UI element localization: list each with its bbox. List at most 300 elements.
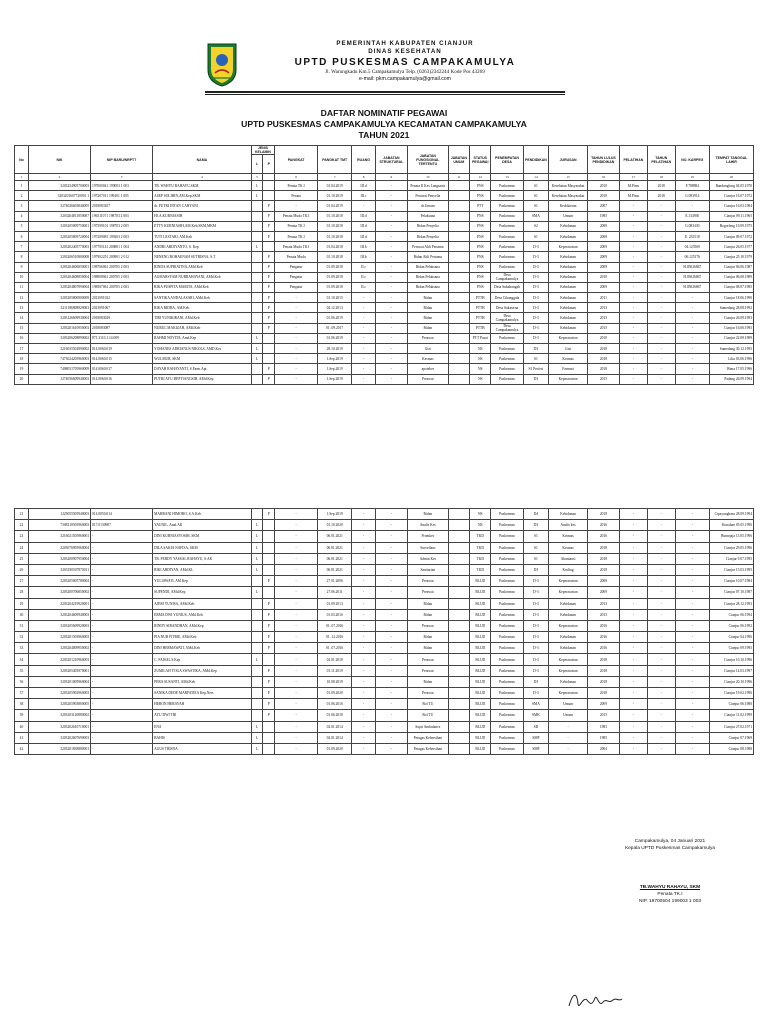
row-jurusan-cell: Keperawatan (549, 587, 588, 598)
row-nip-cell: 198908061 200705 2 003 (91, 272, 153, 282)
row-pelatihan-cell: - (619, 520, 647, 531)
row-pangkat-cell: - (275, 665, 318, 676)
row-pangkat-cell: - (275, 553, 318, 564)
row-struktural-cell: - (375, 576, 407, 587)
row-tahun-pelatihan-cell: - (647, 221, 675, 231)
row-nip-cell: 197902251 200901 2 012 (91, 252, 153, 262)
row-pelatihan-cell: - (619, 676, 647, 687)
row-ttl-cell: Cianjur 14.03.1997 (709, 665, 753, 676)
row-ruang-cell: - (352, 676, 376, 687)
row-ttl-cell: Bima 17.05.1996 (709, 364, 753, 374)
row-ttl-cell: Cianjur 09.1995 (709, 643, 753, 654)
row-nama-cell: ASEP SOLIHIN,AM.Kep,SKM (153, 191, 252, 201)
row-no-cell: 20 (15, 374, 29, 384)
row-nip-cell: - (91, 553, 153, 564)
row-umum-cell (448, 676, 469, 687)
row-jurusan-cell: Umum (549, 710, 588, 721)
row-desa-cell: Puskesmas (491, 553, 523, 564)
row-pelatihan-cell: - (619, 598, 647, 609)
row-tmt-cell: 01.11.2019 (318, 665, 352, 676)
row-desa-cell: Puskesmas (491, 509, 523, 520)
row-status-cell: TKD (470, 553, 491, 564)
row-ttl-cell: Cianjur 10.10.1996 (709, 654, 753, 665)
row-tmt-cell: 1.Sep.2019 (318, 364, 352, 374)
col-pelatihan-header: PELATIHAN (619, 146, 647, 174)
row-tahun-pelatihan-cell: - (647, 620, 675, 631)
row-fungsional-cell: Admin Kes (407, 553, 448, 564)
row-pendidikan-cell: D3 (523, 374, 549, 384)
table-row (15, 344, 754, 354)
row-ruang-cell: III.d (352, 211, 376, 221)
row-pendidikan-cell: S2 (523, 221, 549, 231)
row-pangkat-cell: - (275, 676, 318, 687)
row-lulus-cell: 2010 (587, 191, 619, 201)
row-no-cell: 40 (15, 721, 29, 732)
row-no-cell: 17 (15, 344, 29, 354)
row-gender-p-cell: P (263, 509, 275, 520)
row-ruang-cell: - (352, 354, 376, 364)
row-nama-cell: MAHRANI HIMORO, S.A.Keb (153, 509, 252, 520)
row-pangkat-cell: - (275, 732, 318, 743)
row-pangkat-cell: Pengatur (275, 282, 318, 292)
row-no-cell: 14 (15, 313, 29, 323)
row-fungsional-cell: Supir Ambulance (407, 721, 448, 732)
row-pendidikan-cell: D-3 (523, 242, 549, 252)
row-fungsional-cell: Perawat (407, 587, 448, 598)
row-struktural-cell: - (375, 509, 407, 520)
row-pangkat-cell: - (275, 542, 318, 553)
row-desa-cell: Puskesmas (491, 201, 523, 211)
row-pangkat-cell: - (275, 721, 318, 732)
table-row (15, 364, 754, 374)
row-jurusan-cell: Kebidanan (549, 221, 588, 231)
row-nip-cell: 197209081 199203 2 003 (91, 231, 153, 241)
row-status-cell: BLUD (470, 609, 491, 620)
row-nik-cell: 3203076905960004 (28, 542, 90, 553)
row-umum-cell (448, 242, 469, 252)
row-tahun-pelatihan-cell: 2018 (647, 191, 675, 201)
row-struktural-cell: - (375, 643, 407, 654)
row-desa-cell: Puskesmas (491, 531, 523, 542)
row-ruang-cell: - (352, 303, 376, 313)
row-lulus-cell: 2008 (587, 231, 619, 241)
row-pangkat-cell: Penata Muda (275, 252, 318, 262)
row-tahun-pelatihan-cell: - (647, 364, 675, 374)
row-desa-cell: Puskesmas (491, 181, 523, 191)
row-no-cell: 41 (15, 732, 29, 743)
column-number-cell: 4 (153, 174, 252, 181)
row-pangkat-cell: Penata (275, 191, 318, 201)
row-gender-p-cell: P (263, 221, 275, 231)
row-ruang-cell: - (352, 313, 376, 323)
row-umum-cell (448, 262, 469, 272)
row-lulus-cell: 2010 (587, 181, 619, 191)
row-no-cell: 2 (15, 191, 29, 201)
row-jurusan-cell: Kesmas (549, 531, 588, 542)
row-gender-l-cell (251, 323, 263, 333)
row-no-cell: 35 (15, 665, 29, 676)
row-lulus-cell: 2013 (587, 313, 619, 323)
row-lulus-cell: 2009 (587, 252, 619, 262)
row-ttl-cell: Cianjur 07.1969 (709, 732, 753, 743)
row-ttl-cell: Cianjur 25.10.1979 (709, 252, 753, 262)
row-nip-cell: - (91, 542, 153, 553)
row-gender-l-cell (251, 688, 263, 699)
row-tmt-cell: 01.06.2019 (318, 333, 352, 343)
row-karpeg-cell: H.05026867 (675, 282, 709, 292)
row-jurusan-cell: Akuntansi (549, 553, 588, 564)
row-pangkat-cell: - (275, 509, 318, 520)
row-nip-cell: - (91, 643, 153, 654)
row-nik-cell: 3203201607720001 1 (28, 191, 90, 201)
table-row (15, 211, 754, 221)
row-status-cell: BLUD (470, 598, 491, 609)
row-gender-l-cell: L (251, 191, 263, 201)
row-ttl-cell: Cianjur 11.02.1999 (709, 710, 753, 721)
row-nama-cell: AGUS TRISNA (153, 743, 252, 754)
row-status-cell: BLUD (470, 676, 491, 687)
row-pangkat-cell: - (275, 587, 318, 598)
row-nip-cell: - (91, 587, 153, 598)
row-fungsional-cell: Perawat Ahli Pertama (407, 242, 448, 252)
row-nip-cell: 2018083029 (91, 313, 153, 323)
row-desa-cell: Puskesmas (491, 598, 523, 609)
column-number-cell: 15 (549, 174, 588, 181)
row-pelatihan-cell: - (619, 293, 647, 303)
row-pangkat-cell: Penata Muda TK.I (275, 211, 318, 221)
column-number-cell: 2 (28, 174, 90, 181)
table-row (15, 520, 754, 531)
row-tahun-pelatihan-cell: - (647, 654, 675, 665)
row-status-cell: PNS (470, 262, 491, 272)
row-struktural-cell: - (375, 542, 407, 553)
row-pangkat-cell: - (275, 374, 318, 384)
table-row (15, 676, 754, 687)
row-pangkat-cell: - (275, 564, 318, 575)
table-row (15, 181, 754, 191)
row-jurusan-cell: Kedokteran (549, 201, 588, 211)
row-pangkat-cell: - (275, 313, 318, 323)
row-umum-cell (448, 272, 469, 282)
row-nama-cell: PUTRI AYU DEPTIANGSIH, AMd.Kep (153, 374, 252, 384)
row-karpeg-cell: - (675, 354, 709, 364)
row-desa-cell: Puskesmas (491, 721, 523, 732)
row-fungsional-cell: Perawat (407, 620, 448, 631)
row-ttl-cell: Konahan 05.05.1996 (709, 520, 753, 531)
row-tahun-pelatihan-cell: - (647, 598, 675, 609)
row-gender-l-cell (251, 374, 263, 384)
row-fungsional-cell: apoteker (407, 364, 448, 374)
row-fungsional-cell: Bidan (407, 313, 448, 323)
row-tmt-cell: 01.10.2018 (318, 231, 352, 241)
row-tmt-cell: 10.08.2019 (318, 676, 352, 687)
row-gender-l-cell: L (251, 531, 263, 542)
row-nip-cell: 014.0060.019 (91, 344, 153, 354)
row-no-cell: 26 (15, 564, 29, 575)
row-lulus-cell: 1985 (587, 732, 619, 743)
row-fungsional-cell: Bidan (407, 643, 448, 654)
row-struktural-cell: - (375, 564, 407, 575)
row-nik-cell: 3203254905700003 (28, 181, 90, 191)
row-tahun-pelatihan-cell: - (647, 231, 675, 241)
row-struktural-cell: - (375, 609, 407, 620)
row-pendidikan-cell: D-3 (523, 654, 549, 665)
row-karpeg-cell: E.134930 (675, 211, 709, 221)
row-nama-cell: RINDA SUPRIATINA,AMd.Keb (153, 262, 252, 272)
row-pelatihan-cell: - (619, 632, 647, 643)
row-lulus-cell: 2018 (587, 654, 619, 665)
row-ruang-cell: II.c (352, 282, 376, 292)
row-lulus-cell: 1985 (587, 211, 619, 221)
row-ttl-cell: Bogorleng 10.09.1975 (709, 221, 753, 231)
row-nik-cell: 3203204009950002 (28, 643, 90, 654)
row-status-cell: PNS (470, 252, 491, 262)
row-ruang-cell: - (352, 643, 376, 654)
row-lulus-cell: 2015 (587, 710, 619, 721)
row-status-cell: BLUD (470, 699, 491, 710)
row-pelatihan-cell: - (619, 654, 647, 665)
row-nama-cell: ENA (153, 721, 252, 732)
col-pendidikan-header: PENDIDIKAN (523, 146, 549, 174)
row-struktural-cell: - (375, 710, 407, 721)
row-ttl-cell: Padang 26.09.1994 (709, 374, 753, 384)
row-umum-cell (448, 654, 469, 665)
row-karpeg-cell: - (675, 598, 709, 609)
row-ttl-cell: Cianjur 26.05.1977 (709, 242, 753, 252)
row-gender-p-cell (263, 553, 275, 564)
row-gender-l-cell: L (251, 553, 263, 564)
row-nama-cell: AYU DWI TRI (153, 710, 252, 721)
row-karpeg-cell: - (675, 643, 709, 654)
row-tahun-pelatihan-cell: - (647, 721, 675, 732)
row-nik-cell: 1225055505940003 (28, 509, 90, 520)
row-desa-cell: Puskesmas (491, 643, 523, 654)
row-ttl-cell: Cianjur 19.02.1996 (709, 688, 753, 699)
row-ttl-cell: Cianjur 16.07.1972 (709, 191, 753, 201)
row-umum-cell (448, 509, 469, 520)
row-gender-l-cell: L (251, 354, 263, 364)
row-status-cell: PTTB (470, 313, 491, 323)
row-gender-l-cell: L (251, 242, 263, 252)
row-pangkat-cell: - (275, 344, 318, 354)
row-pendidikan-cell: D-3 (523, 333, 549, 343)
row-no-cell: 28 (15, 587, 29, 598)
row-gender-p-cell (263, 354, 275, 364)
row-tahun-pelatihan-cell: - (647, 344, 675, 354)
row-lulus-cell: 1983 (587, 721, 619, 732)
row-struktural-cell: - (375, 743, 407, 754)
row-nik-cell: 3203201838880001 (28, 743, 90, 754)
row-lulus-cell: 2015 (587, 374, 619, 384)
row-gender-l-cell (251, 576, 263, 587)
row-pangkat-cell: - (275, 576, 318, 587)
row-tahun-pelatihan-cell: - (647, 710, 675, 721)
row-pangkat-cell: - (275, 303, 318, 313)
row-nik-cell: 3203202607690003 (28, 732, 90, 743)
row-jurusan-cell: Kesling (549, 564, 588, 575)
row-struktural-cell: - (375, 354, 407, 364)
row-jurusan-cell: Kesmas (549, 354, 588, 364)
row-pendidikan-cell: SMP (523, 743, 549, 754)
row-nama-cell: ZUMILAH YOGA SWASTIKA, AMd.Kep (153, 665, 252, 676)
row-nik-cell: 3203200706850002 (28, 587, 90, 598)
row-ruang-cell: - (352, 721, 376, 732)
row-jurusan-cell: Kebidanan (549, 252, 588, 262)
row-fungsional-cell: Penata II Kes Langsanis (407, 181, 448, 191)
table-row (15, 262, 754, 272)
row-no-cell: 33 (15, 643, 29, 654)
row-tahun-pelatihan-cell: - (647, 354, 675, 364)
row-pelatihan-cell: - (619, 211, 647, 221)
row-nama-cell: C. FAISAL S.Kep (153, 654, 252, 665)
table-row (15, 609, 754, 620)
row-lulus-cell: 2018 (587, 665, 619, 676)
row-lulus-cell: 2008 (587, 221, 619, 231)
row-umum-cell (448, 553, 469, 564)
table-row (15, 509, 754, 520)
row-ruang-cell: - (352, 609, 376, 620)
row-nik-cell: 7408031705960009 (28, 364, 90, 374)
row-ruang-cell: - (352, 710, 376, 721)
row-nik-cell: 3216035502890002 (28, 344, 90, 354)
row-pendidikan-cell: S1 (523, 201, 549, 211)
row-pelatihan-cell: - (619, 743, 647, 754)
row-struktural-cell: - (375, 252, 407, 262)
row-jurusan-cell: Keperawatan (549, 654, 588, 665)
row-umum-cell (448, 252, 469, 262)
row-gender-l-cell: L (251, 564, 263, 575)
row-pelatihan-cell: - (619, 374, 647, 384)
row-gender-l-cell: L (251, 743, 263, 754)
col-tahun-pelatihan-header: TAHUN PELATIHAN (647, 146, 675, 174)
row-karpeg-cell: - (675, 374, 709, 384)
table-row (15, 564, 754, 575)
row-lulus-cell: 2018 (587, 553, 619, 564)
row-ttl-cell: Cianjur 08.07.1985 (709, 282, 753, 292)
row-nama-cell: YAUNIL, Amd.AK (153, 520, 252, 531)
row-fungsional-cell: Bidan (407, 632, 448, 643)
row-pangkat-cell: - (275, 609, 318, 620)
row-pelatihan-cell: - (619, 620, 647, 631)
row-gender-p-cell (263, 242, 275, 252)
row-karpeg-cell: 04.125569 (675, 242, 709, 252)
row-gender-p-cell: P (263, 262, 275, 272)
row-pelatihan-cell: - (619, 542, 647, 553)
row-tahun-pelatihan-cell: - (647, 293, 675, 303)
row-ttl-cell: Cianjur 09.11.1965 (709, 211, 753, 221)
row-tmt-cell: 1.Sep.2019 (318, 374, 352, 384)
row-ttl-cell: Sumedang 30.12.1995 (709, 344, 753, 354)
row-tahun-pelatihan-cell: - (647, 313, 675, 323)
row-fungsional-cell: Perawat Penyelia (407, 191, 448, 201)
row-pangkat-cell: Penata Muda TK.I (275, 242, 318, 252)
row-no-cell: 38 (15, 699, 29, 710)
row-tahun-pelatihan-cell: - (647, 553, 675, 564)
row-nama-cell: NENENG ROHAENAH SUTRISNA, S.T (153, 252, 252, 262)
row-gender-l-cell (251, 252, 263, 262)
col-nip-header: NIP BARU/NRPTT (91, 146, 153, 174)
row-desa-cell: Puskesmas (491, 354, 523, 364)
row-struktural-cell: - (375, 282, 407, 292)
row-nik-cell: 3203200907950004 (28, 553, 90, 564)
row-gender-p-cell: P (263, 323, 275, 333)
row-umum-cell (448, 211, 469, 221)
col-jurusan-header: JURUSAN (549, 146, 588, 174)
row-ttl-cell: Cianjur 10.07.1984 (709, 576, 753, 587)
row-jurusan-cell: Kesmas (549, 542, 588, 553)
row-gender-p-cell: P (263, 699, 275, 710)
row-fungsional-cell: Bidan Pelaksana (407, 282, 448, 292)
row-no-cell: 19 (15, 364, 29, 374)
row-no-cell: 15 (15, 323, 29, 333)
col-struktural-header: JABATAN STRUKTURAL (375, 146, 407, 174)
row-gender-p-cell (263, 654, 275, 665)
row-tmt-cell: 01.10.2015 (318, 293, 352, 303)
row-desa-cell: Puskesmas (491, 191, 523, 201)
row-karpeg-cell: - (675, 564, 709, 575)
row-nama-cell: AGMARSYAM NURRAHAYANI, AMd.Keb (153, 272, 252, 282)
row-gender-p-cell: P (263, 688, 275, 699)
row-fungsional-cell: Gizi (407, 344, 448, 354)
row-nama-cell: TB. FERDY YASSAL RAHAYU, S.AK (153, 553, 252, 564)
row-gender-l-cell (251, 620, 263, 631)
row-desa-cell: Puskesmas (491, 364, 523, 374)
row-fungsional-cell: Bidan (407, 323, 448, 333)
row-status-cell: PNS (470, 181, 491, 191)
row-desa-cell: Puskesmas (491, 262, 523, 272)
row-gender-p-cell: P (263, 710, 275, 721)
row-no-cell: 5 (15, 221, 29, 231)
row-ruang-cell: II.c (352, 262, 376, 272)
row-karpeg-cell: - (675, 323, 709, 333)
row-nip-cell: 017.0130987 (91, 520, 153, 531)
row-pendidikan-cell: D-3 (523, 282, 549, 292)
row-ruang-cell: - (352, 564, 376, 575)
row-jurusan-cell: Kebidanan (549, 509, 588, 520)
col-umum-header: JABATAN UMUM (448, 146, 469, 174)
letterhead (205, 40, 565, 88)
row-nip-cell: 2013091022 (91, 293, 153, 303)
row-tahun-pelatihan-cell: - (647, 542, 675, 553)
row-pelatihan-cell: - (619, 201, 647, 211)
row-gender-l-cell: L (251, 181, 263, 191)
row-jurusan-cell: Kebidanan (549, 293, 588, 303)
staff-table-page1 (14, 145, 754, 385)
row-tahun-pelatihan-cell: - (647, 520, 675, 531)
row-nik-cell: 7473024205960003 (28, 354, 90, 364)
row-nik-cell: 3203205609920003 (28, 620, 90, 631)
row-lulus-cell: 2016 (587, 620, 619, 631)
row-ttl-cell: Cianjur 28.12.1993 (709, 598, 753, 609)
col-p-header: P (263, 155, 275, 174)
row-status-cell: BLUD (470, 654, 491, 665)
row-karpeg-cell: - (675, 333, 709, 343)
row-ruang-cell: - (352, 620, 376, 631)
row-ruang-cell: - (352, 688, 376, 699)
row-pendidikan-cell: SD (523, 721, 549, 732)
row-gender-p-cell (263, 520, 275, 531)
row-jurusan-cell: Analis kes (549, 520, 588, 531)
row-nip-cell: - (91, 676, 153, 687)
table-row (15, 201, 754, 211)
row-fungsional-cell: Bidan (407, 676, 448, 687)
row-gender-p-cell: P (263, 665, 275, 676)
row-pangkat-cell: Penata TK.I (275, 221, 318, 231)
row-nik-cell: 3203204811850007 (28, 211, 90, 221)
row-gender-l-cell: L (251, 542, 263, 553)
row-tmt-cell: 01.09.2018 (318, 262, 352, 272)
row-struktural-cell: - (375, 520, 407, 531)
